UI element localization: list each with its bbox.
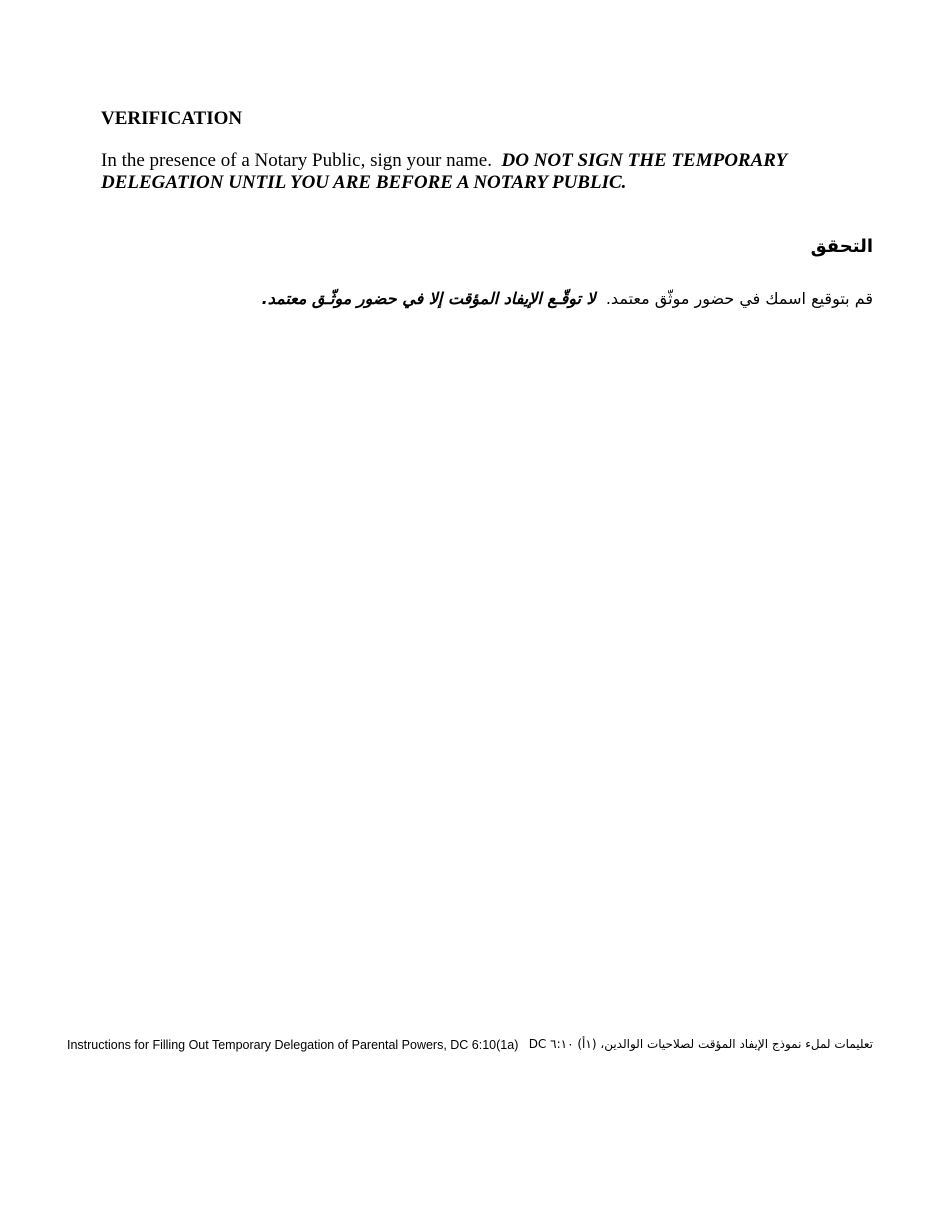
footer-english: Instructions for Filling Out Temporary Delegation of Parental Powers, DC 6:10(1a) [67, 1038, 519, 1052]
verification-instruction [101, 150, 821, 194]
notary-warning-arabic: لا توقّـع الإيفاد المؤقت إلا في حضور موثّـق معتمد. [261, 289, 596, 308]
notary-warning: DO NOT SIGN THE TEMPORARY DELEGATION UNTIL YOU ARE BEFORE A NOTARY PUBLIC. [101, 150, 787, 193]
instruction-text: In the presence of a Notary Public, sign your name. [101, 150, 492, 171]
verification-instruction-arabic [233, 287, 873, 311]
verification-heading: VERIFICATION [101, 108, 243, 129]
instruction-text-arabic: قم بتوقيع اسمك في حضور موثّق معتمد. [605, 289, 873, 308]
verification-heading-arabic: التحقق [810, 236, 873, 257]
footer-arabic: تعليمات لملء نموذج الإيفاد المؤقت لصلاحيات الوالدين، (١أ) ٦:١٠ DC [528, 1037, 873, 1051]
